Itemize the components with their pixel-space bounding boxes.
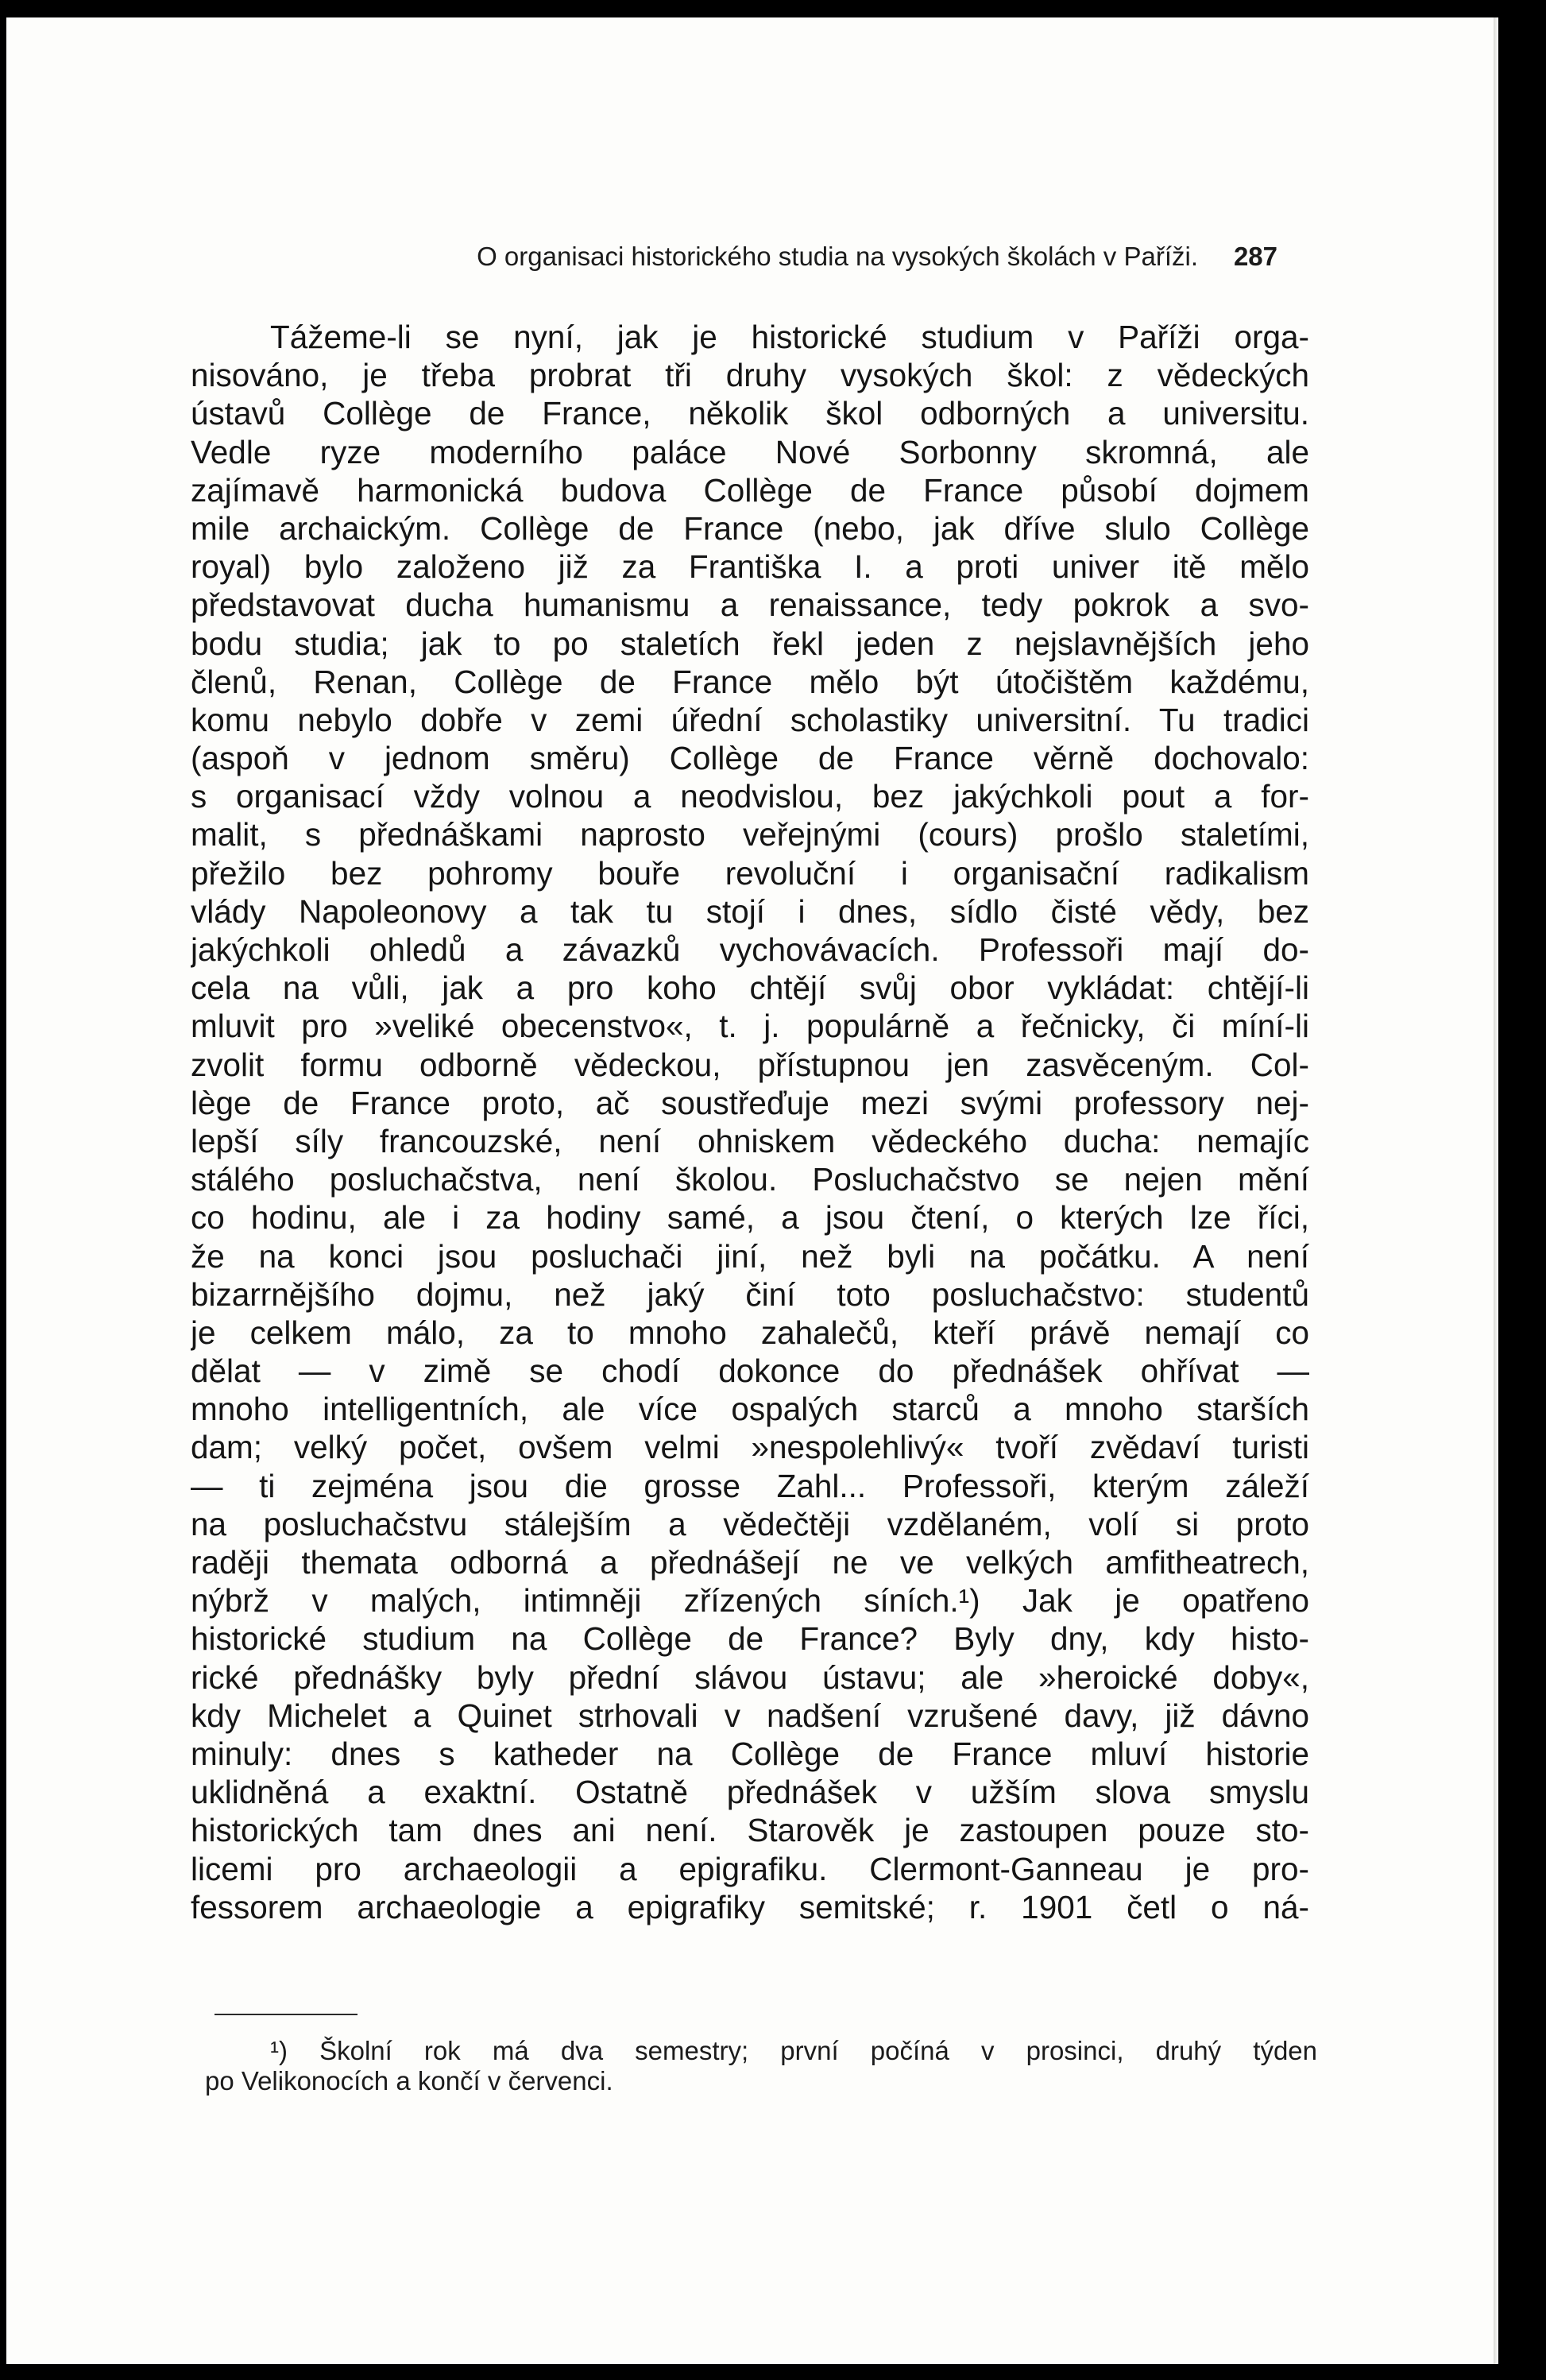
body-line: je celkem málo, za to mnoho zahalečů, kteří právě nemají co: [191, 1314, 1309, 1351]
body-line: royal) bylo založeno již za Františka I. a proti univer itě mělo: [191, 548, 1309, 586]
footnote-line: ¹) Školní rok má dva semestry; první počíná v prosinci, druhý týden: [270, 2036, 1317, 2065]
body-line: na posluchačstvu stálejším a vědečtěji vzdělaném, volí si proto: [191, 1505, 1309, 1542]
body-line: představovat ducha humanismu a renaissance, tedy pokrok a svo-: [191, 586, 1309, 624]
body-line: lepší síly francouzské, není ohniskem vědeckého ducha: nemajíc: [191, 1122, 1309, 1159]
body-line: jakýchkoli ohledů a závazků vychovávacích. Professoři mají do-: [191, 931, 1309, 968]
body-line: komu nebylo dobře v zemi úřední scholastiky universitní. Tu tradici: [191, 701, 1309, 738]
body-line: s organisací vždy volnou a neodvislou, bez jakýchkoli pout a for-: [191, 778, 1309, 815]
body-line: dam; velký počet, ovšem velmi »nespolehlivý« tvoří zvědaví turisti: [191, 1429, 1309, 1466]
body-line: fessorem archaeologie a epigrafiky semitské; r. 1901 četl o ná-: [191, 1888, 1309, 1925]
body-line: (aspoň v jednom směru) Collège de France věrně dochovalo:: [191, 740, 1309, 777]
body-line: vlády Napoleonovy a tak tu stojí i dnes, sídlo čisté vědy, bez: [191, 892, 1309, 930]
body-line: bodu studia; jak to po staletích řekl jeden z nejslavnějších jeho: [191, 625, 1309, 662]
body-line: členů, Renan, Collège de France mělo být útočištěm každému,: [191, 663, 1309, 700]
body-line: rické přednášky byly přední slávou ústavu; ale »heroické doby«,: [191, 1658, 1309, 1696]
body-line: dělat — v zimě se chodí dokonce do přednášek ohřívat —: [191, 1353, 1309, 1390]
page-number: 287: [1233, 242, 1277, 271]
page-edge-shadow: [1494, 17, 1498, 2364]
footnote: [205, 2036, 1317, 2096]
body-line: zajímavě harmonická budova Collège de France působí dojmem: [191, 471, 1309, 509]
body-line: kdy Michelet a Quinet strhovali v nadšení vzrušené davy, již dávno: [191, 1697, 1309, 1734]
body-line: lège de France proto, ač soustřeďuje mezi svými professory nej-: [191, 1084, 1309, 1121]
body-line: mluvit pro »veliké obecenstvo«, t. j. populárně a řečnicky, či míní-li: [191, 1008, 1309, 1045]
running-header: [261, 242, 1293, 272]
body-line: mnoho intelligentních, ale více ospalých starců a mnoho starších: [191, 1391, 1309, 1428]
body-line: malit, s přednáškami naprosto veřejnými (cours) prošlo staletími,: [191, 816, 1309, 853]
body-line: raději themata odborná a přednášejí ne ve velkých amfitheatrech,: [191, 1544, 1309, 1581]
body-line: nýbrž v malých, intimněji zřízených síních.¹) Jak je opatřeno: [191, 1582, 1309, 1620]
body-line: Tážeme-li se nyní, jak je historické studium v Paříži orga-: [270, 319, 1309, 355]
body-line: že na konci jsou posluchači jiní, než byli na počátku. A není: [191, 1237, 1309, 1275]
footnote-line: po Velikonocích a končí v červenci.: [205, 2066, 613, 2096]
body-line: ústavů Collège de France, několik škol odborných a universitu.: [191, 395, 1309, 432]
body-line: Vedle ryze moderního paláce Nové Sorbonny skromná, ale: [191, 433, 1309, 470]
body-line: bizarrnějšího dojmu, než jaký činí toto posluchačstvo: studentů: [191, 1275, 1309, 1313]
body-text: [191, 318, 1309, 1926]
body-line: co hodinu, ale i za hodiny samé, a jsou čtení, o kterých lze říci,: [191, 1199, 1309, 1236]
running-title: O organisaci historického studia na vysokých školách v Paříži.: [477, 242, 1198, 271]
body-line: přežilo bez pohromy bouře revoluční i organisační radikalism: [191, 854, 1309, 892]
body-line: minuly: dnes s katheder na Collège de France mluví historie: [191, 1735, 1309, 1772]
body-line: historických tam dnes ani není. Starověk je zastoupen pouze sto-: [191, 1812, 1309, 1849]
body-line: stálého posluchačstva, není školou. Posluchačstvo se nejen mění: [191, 1161, 1309, 1198]
body-line: licemi pro archaeologii a epigrafiku. Clermont-Ganneau je pro-: [191, 1850, 1309, 1887]
body-line: cela na vůli, jak a pro koho chtějí svůj obor vykládat: chtějí-li: [191, 969, 1309, 1007]
body-line: nisováno, je třeba probrat tři druhy vysokých škol: z vědeckých: [191, 357, 1309, 394]
body-line: uklidněná a exaktní. Ostatně přednášek v užším slova smyslu: [191, 1774, 1309, 1811]
footnote-rule: [215, 2014, 358, 2015]
body-line: mile archaickým. Collège de France (nebo, jak dříve slulo Collège: [191, 509, 1309, 547]
document-page: [6, 17, 1498, 2364]
body-line: historické studium na Collège de France? Byly dny, kdy histo-: [191, 1620, 1309, 1658]
body-line: — ti zejména jsou die grosse Zahl... Professoři, kterým záleží: [191, 1467, 1309, 1504]
body-line: zvolit formu odborně vědeckou, přístupnou jen zasvěceným. Col-: [191, 1046, 1309, 1083]
